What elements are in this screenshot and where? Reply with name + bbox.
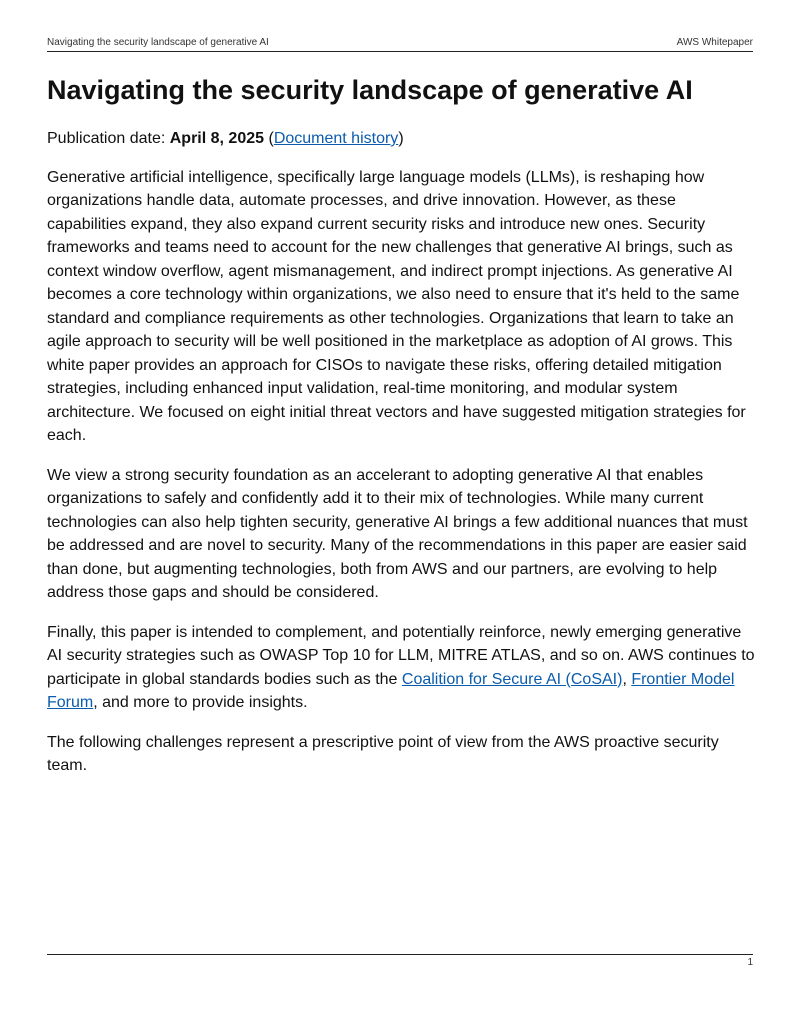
running-header bbox=[47, 34, 753, 52]
standards-paragraph-text: Finally, this paper is intended to complement, and potentially reinforce, newly emerging generative AI security strategies such as OWASP Top 10 for LLM, MITRE ATLAS, and so on. AWS continues to participate in global standards bodies such as the bbox=[47, 623, 755, 688]
document-history-link[interactable]: Document history bbox=[273, 130, 399, 147]
intro-paragraph: Generative artificial intelligence, specifically large language models (LLMs), is reshaping how organizations handle data, automate processes, and drive innovation. However, as these capabilities expand, they also expand current security risks and introduce new ones. Security frameworks and teams need to account for the new challenges that generative AI brings, such as context window overflow, agent mismanagement, and indirect prompt injections. As generative AI becomes a core technology within organizations, we also need to ensure that it's held to the same standard and compliance requirements as other technologies. Organizations that learn to take an agile approach to security will be well positioned in the marketplace as adoption of AI grows. This white paper provides an approach for CISOs to navigate these risks, offering detailed mitigation strategies, including enhanced input validation, real-time monitoring, and modular system architecture. We focused on eight initial threat vectors and have suggested mitigation strategies for each. bbox=[47, 168, 746, 444]
close-paren: ) bbox=[398, 130, 404, 147]
publication-date: April 8, 2025 bbox=[169, 130, 265, 147]
publication-date-label: Publication date: bbox=[47, 130, 170, 147]
link-separator: , bbox=[622, 670, 632, 688]
document-body bbox=[47, 127, 757, 794]
header-publication-type: AWS Whitepaper bbox=[676, 37, 753, 48]
header-document-title: Navigating the security landscape of generative AI bbox=[47, 37, 269, 48]
open-paren: ( bbox=[264, 130, 274, 147]
frontier-model-forum-link[interactable]: Frontier Model Forum bbox=[47, 670, 735, 711]
security-foundation-paragraph: We view a strong security foundation as an accelerant to adopting generative AI that enables organizations to safely and confidently add it to their mix of technologies. While many current technologies can also help tighten security, generative AI brings a few additional nuances that must be addressed and are novel to security. Many of the recommendations in this paper are easier said than done, but augmenting technologies, both from AWS and our partners, are evolving to help address those gaps and should be considered. bbox=[47, 466, 748, 601]
cosai-link[interactable]: Coalition for Secure AI (CoSAI) bbox=[401, 670, 623, 688]
standards-paragraph-end: , and more to provide insights. bbox=[93, 694, 308, 711]
publication-date-line bbox=[47, 127, 757, 151]
standards-paragraph bbox=[47, 621, 757, 715]
challenges-intro-paragraph: The following challenges represent a prescriptive point of view from the AWS proactive security team. bbox=[47, 733, 719, 774]
running-footer bbox=[47, 954, 753, 968]
page-title: Navigating the security landscape of generative AI bbox=[47, 75, 693, 105]
page-number: 1 bbox=[747, 957, 753, 968]
